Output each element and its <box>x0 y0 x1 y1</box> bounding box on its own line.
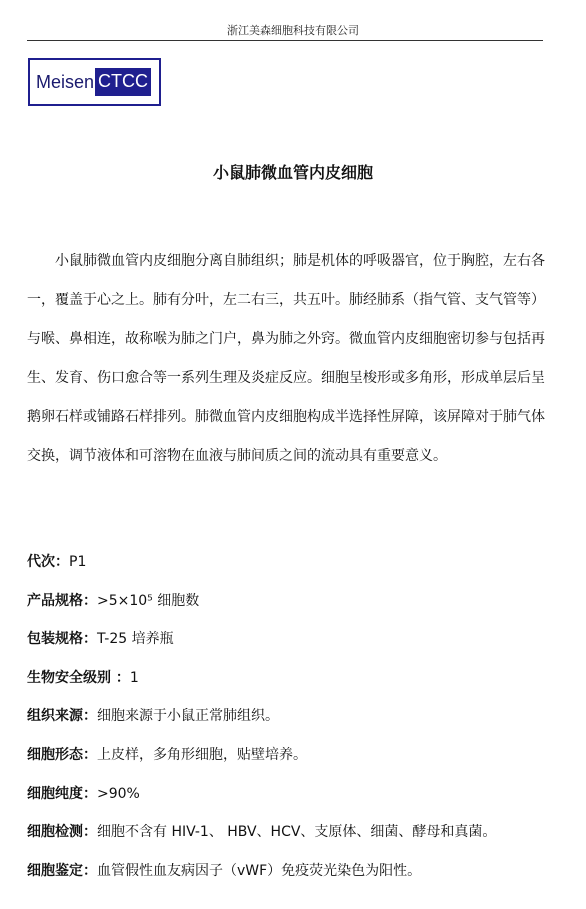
spec-value: 细胞来源于小鼠正常肺组织。 <box>97 708 279 725</box>
spec-label: 组织来源： <box>27 708 97 725</box>
document-title: 小鼠肺微血管内皮细胞 <box>212 163 373 182</box>
spec-value: >90% <box>97 785 140 802</box>
spec-label: 细胞形态： <box>27 746 97 763</box>
spec-label: 生物安全级别 ： <box>27 669 130 686</box>
product-description: 小鼠肺微血管内皮细胞分离自肺组织；肺是机体的呼吸器官，位于胸腔，左右各一，覆盖于心之上。肺有分叶，左二右三，共五叶。肺经肺系（指气管、支气管等）与喉、鼻相连，故称喉为肺之门户，鼻为肺之外窍。微血管内皮细胞密切参与包括再生、发育、伤口愈合等一系列生理及炎症反应。细胞呈梭形或多角形，形成单层后呈鹅卵石样或铺路石样排列。肺微血管内皮细胞构成半选择性屏障，该屏障对于肺气体交换，调节液体和可溶物在血液与肺间质之间的流动具有重要意义。 <box>27 253 545 464</box>
spec-value: >5×10⁵ 细胞数 <box>97 592 200 609</box>
spec-row-product-size <box>27 587 557 626</box>
spec-row-packaging <box>27 625 557 664</box>
spec-label: 细胞鉴定： <box>27 862 97 879</box>
spec-row-morphology <box>27 741 557 780</box>
company-logo <box>28 58 161 106</box>
spec-value: 细胞不含有 HIV-1、 HBV、HCV、支原体、细菌、酵母和真菌。 <box>97 824 497 841</box>
header-divider <box>27 40 543 41</box>
spec-value: P1 <box>69 554 87 570</box>
spec-row-biosafety-level <box>27 664 557 703</box>
spec-value: 上皮样，多角形细胞，贴壁培养。 <box>97 746 307 763</box>
spec-label: 代次： <box>27 554 69 570</box>
spec-value: 1 <box>129 669 139 686</box>
spec-row-tissue-source <box>27 702 557 741</box>
spec-row-identification <box>27 857 557 896</box>
spec-row-testing <box>27 818 557 857</box>
spec-value: 血管假性血友病因子（vWF）免疫荧光染色为阳性。 <box>97 862 422 879</box>
spec-list <box>27 548 557 895</box>
spec-row-passage <box>27 548 557 587</box>
spec-label: 细胞检测： <box>27 824 97 841</box>
spec-label: 包装规格： <box>27 631 97 648</box>
spec-label: 细胞纯度： <box>27 785 97 802</box>
logo-text-meisen: Meisen <box>36 71 95 92</box>
header-company-name: 浙江美森细胞科技有限公司 <box>227 24 359 37</box>
logo-text-ctcc: CTCC <box>95 68 151 96</box>
spec-row-purity <box>27 780 557 819</box>
spec-label: 产品规格： <box>27 592 97 609</box>
spec-value: T-25 培养瓶 <box>97 631 174 648</box>
